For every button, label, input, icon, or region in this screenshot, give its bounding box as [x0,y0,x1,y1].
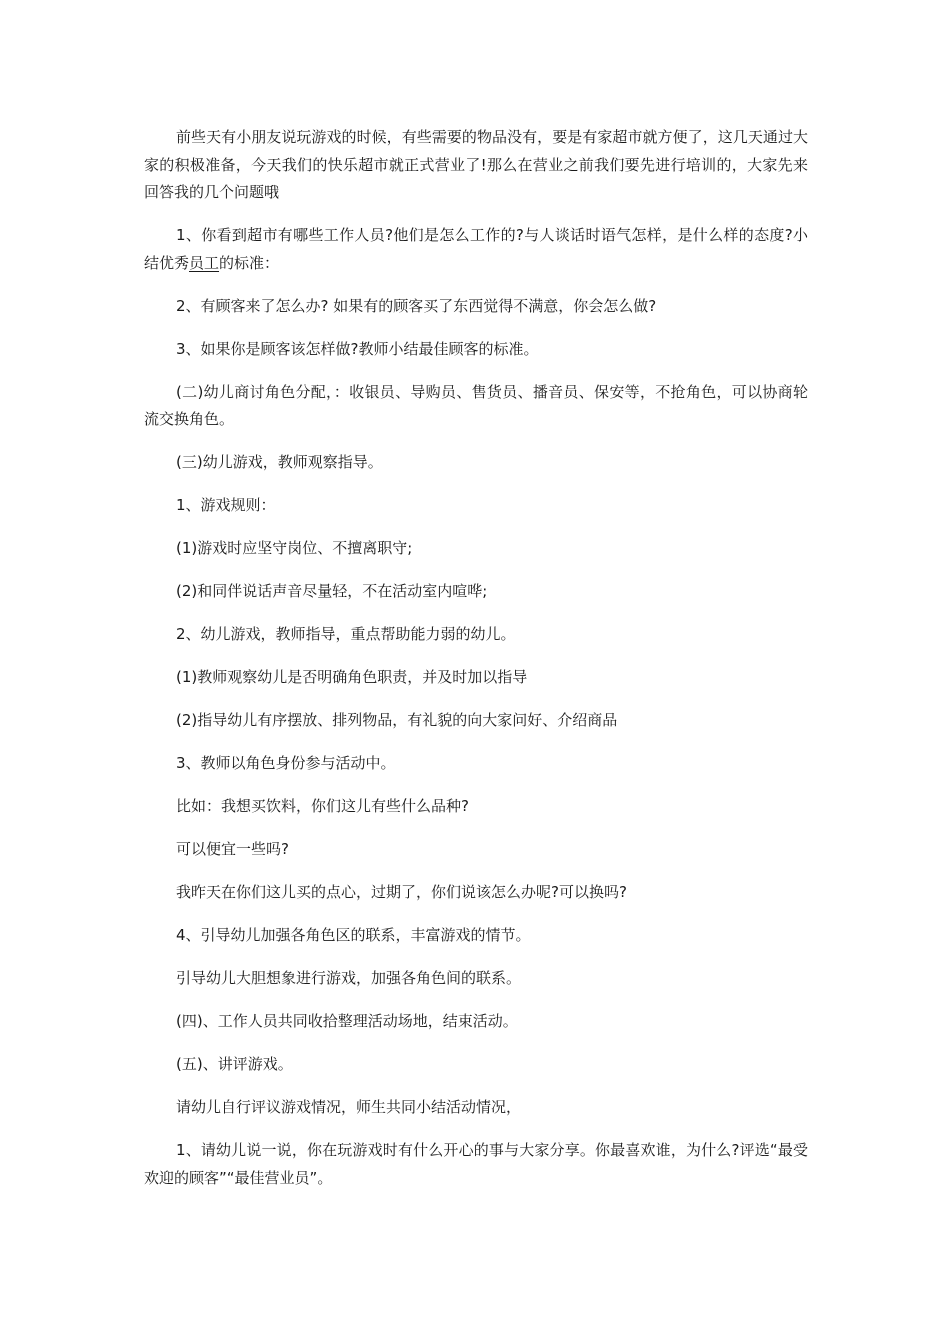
rule-2: (2)和同伴说话声音尽量轻，不在活动室内喧哗; [176,582,488,600]
role-assignment-paragraph: (二)幼儿商讨角色分配，：收银员、导购员、售货员、播音员、保安等，不抢角色，可以协商轮流交换角色。 [144,382,808,428]
section-3-heading: (三)幼儿游戏，教师观察指导。 [176,453,383,471]
employee-link[interactable]: 员工 [189,253,220,272]
evaluation-text: 请幼儿自行评议游戏情况，师生共同小结活动情况， [176,1098,522,1116]
section-4-heading: (四)、工作人员共同收拾整理活动场地，结束活动。 [176,1012,518,1030]
evaluation-1: 1、请幼儿说一说，你在玩游戏时有什么开心的事与大家分享。你最喜欢谁，为什么?评选“最受欢迎的顾客”“最佳营业员”。 [144,1141,808,1187]
rule-1: (1)游戏时应坚守岗位、不擅离职守; [176,539,413,557]
question-1-paragraph [144,222,808,277]
game-rules-heading: 1、游戏规则： [176,496,276,514]
question-1-tail: 的标准： [219,253,280,272]
connection-heading: 4、引导幼儿加强各角色区的联系，丰富游戏的情节。 [176,926,531,944]
teacher-role-heading: 3、教师以角色身份参与活动中。 [176,754,396,772]
document-body [144,124,808,1208]
question-2-paragraph: 2、有顾客来了怎么办? 如果有的顾客买了东西觉得不满意，你会怎么做? [176,296,657,315]
guidance-heading: 2、幼儿游戏，教师指导，重点帮助能力弱的幼儿。 [176,625,516,643]
question-1-text: 1、你看到超市有哪些工作人员?他们是怎么工作的?与人谈话时语气怎样，是什么样的态度?小结优秀 [144,226,808,272]
connection-text: 引导幼儿大胆想象进行游戏，加强各角色间的联系。 [176,969,522,987]
example-2: 可以便宜一些吗? [176,840,289,858]
question-3-paragraph: 3、如果你是顾客该怎样做?教师小结最佳顾客的标准。 [176,339,539,358]
guidance-1: (1)教师观察幼儿是否明确角色职责，并及时加以指导 [176,668,528,686]
intro-paragraph: 前些天有小朋友说玩游戏的时候，有些需要的物品没有，要是有家超市就方便了，这几天通过大家的积极准备，今天我们的快乐超市就正式营业了!那么在营业之前我们要先进行培训的，大家先来回答我的几个问题哦 [144,128,808,201]
section-5-heading: (五)、讲评游戏。 [176,1055,293,1073]
example-1: 比如：我想买饮料，你们这儿有些什么品种? [176,797,469,815]
guidance-2: (2)指导幼儿有序摆放、排列物品，有礼貌的向大家问好、介绍商品 [176,711,618,729]
example-3: 我昨天在你们这儿买的点心，过期了，你们说该怎么办呢?可以换吗? [176,883,627,901]
